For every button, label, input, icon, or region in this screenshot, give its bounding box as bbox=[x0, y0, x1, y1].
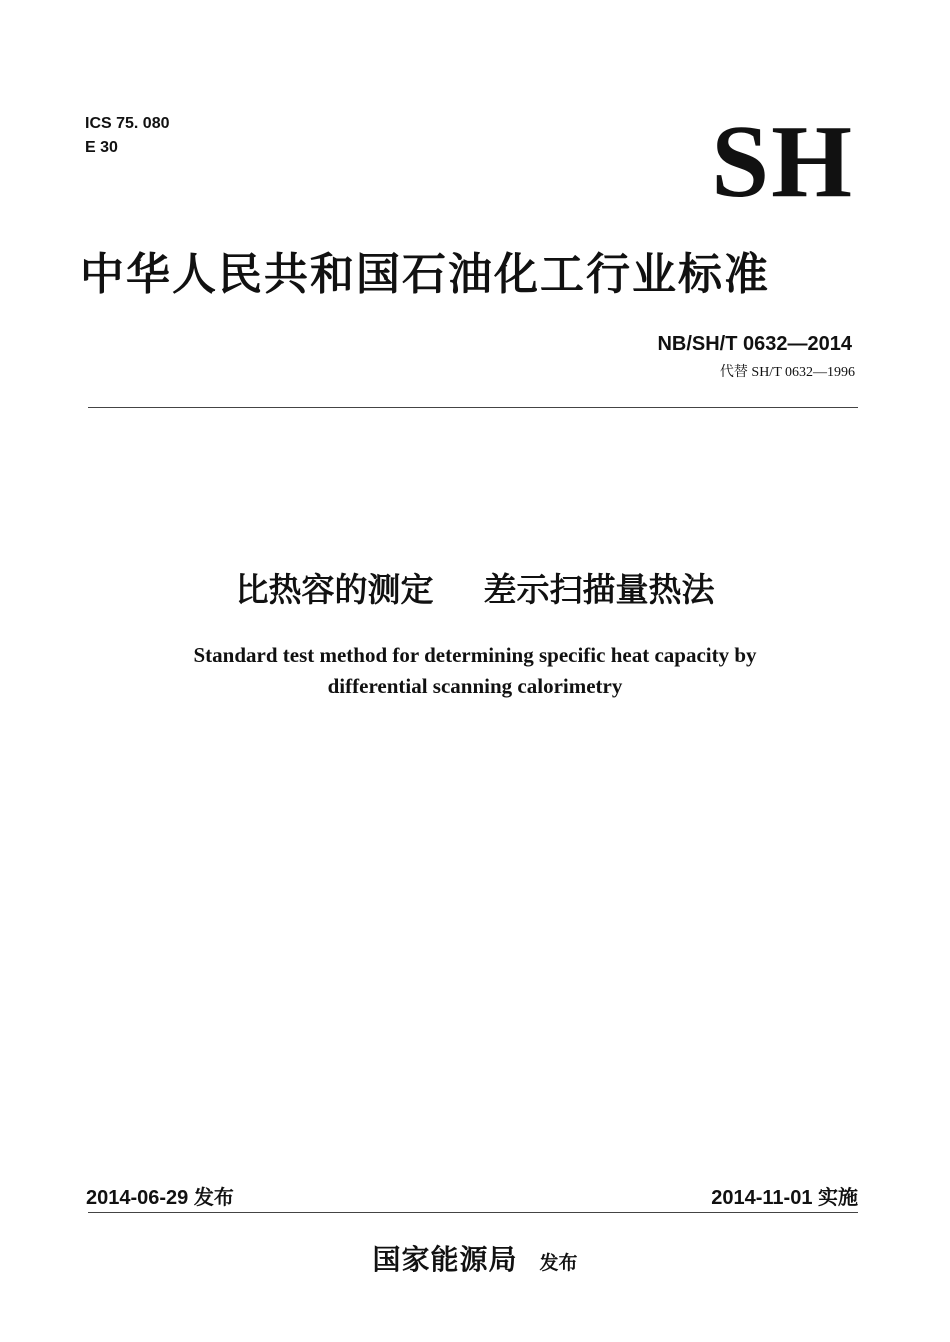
implementation-date: 2014-11-01 实施 bbox=[711, 1187, 858, 1209]
industry-logo: SH bbox=[711, 104, 854, 219]
title-cn-part1: 比热容的测定 bbox=[235, 570, 434, 609]
title-en-line1: Standard test method for determining specific heat capacity by bbox=[193, 643, 757, 667]
ics-code: ICS 75. 080 bbox=[85, 115, 170, 132]
document-title-english bbox=[0, 640, 950, 702]
publisher-verb: 发布 bbox=[539, 1252, 578, 1274]
title-en-line2: differential scanning calorimetry bbox=[327, 674, 623, 698]
footer-divider bbox=[88, 1212, 858, 1213]
publisher-name: 国家能源局 bbox=[372, 1243, 518, 1276]
replaces-standard: 代替 SH/T 0632—1996 bbox=[719, 365, 855, 380]
publisher-line bbox=[0, 1238, 950, 1285]
standard-title: 中华人民共和国石油化工行业标准 bbox=[80, 249, 770, 300]
title-cn-part2: 差示扫描量热法 bbox=[483, 570, 715, 609]
standard-number: NB/SH/T 0632—2014 bbox=[657, 333, 852, 355]
document-title-chinese bbox=[0, 566, 950, 614]
header-divider bbox=[88, 407, 858, 408]
issue-date: 2014-06-29 发布 bbox=[86, 1187, 234, 1209]
classification-code: E 30 bbox=[85, 139, 118, 156]
